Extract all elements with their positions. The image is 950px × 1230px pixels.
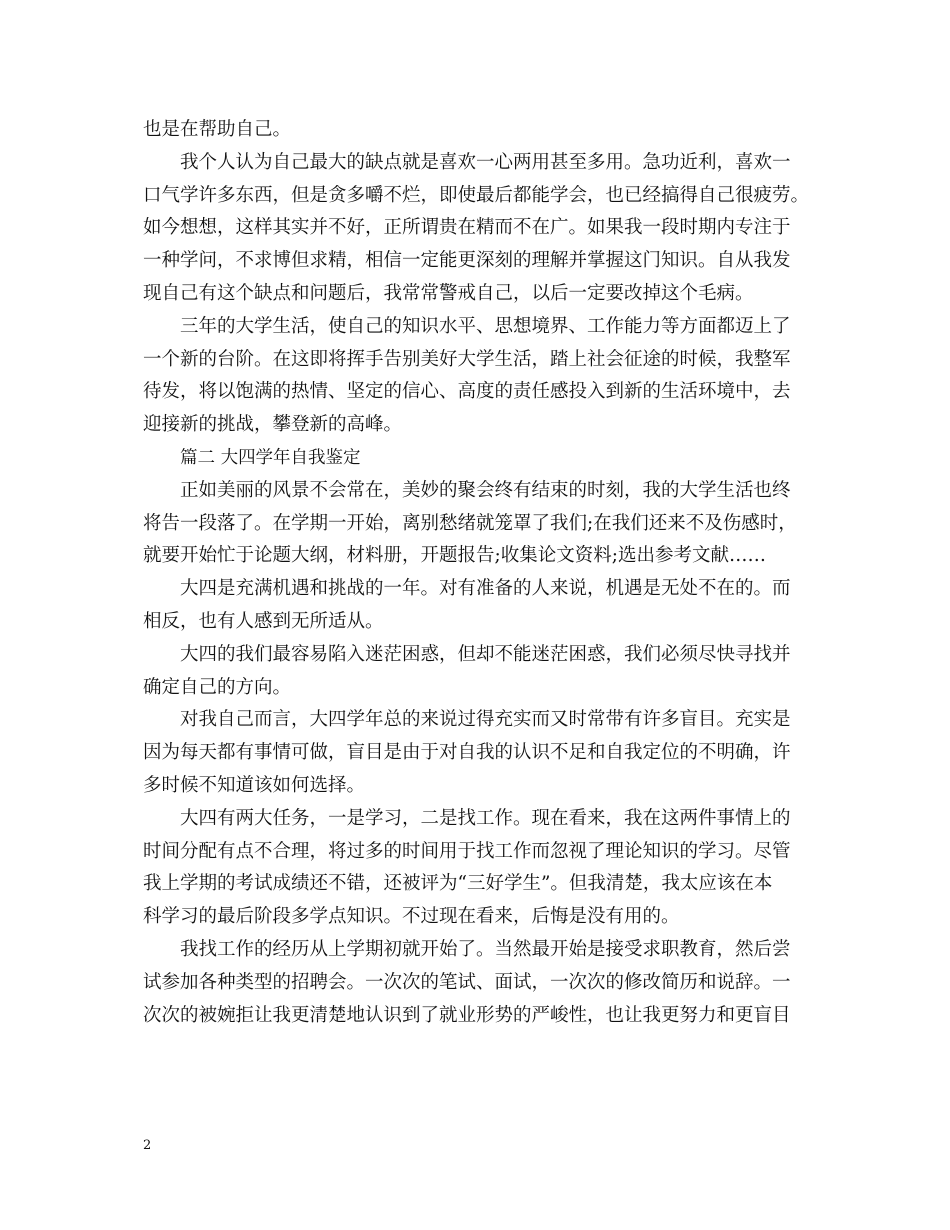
section-heading: 篇二 大四学年自我鉴定: [180, 447, 361, 468]
text-line: 也是在帮助自己。: [143, 119, 292, 140]
text-line: 确定自己的方向。: [143, 676, 292, 698]
text-line: 我个人认为自己最大的缺点就是喜欢一心两用甚至多用。急功近利，喜欢一: [180, 151, 791, 173]
text-line: 口气学许多东西，但是贪多嚼不烂，即使最后都能学会，也已经搞得自己很疲劳。: [143, 184, 810, 206]
text-line: 正如美丽的风景不会常在，美妙的聚会终有结束的时刻，我的大学生活也终: [180, 479, 791, 501]
text-line: 时间分配有点不合理，将过多的时间用于找工作而忽视了理论知识的学习。尽管: [143, 840, 791, 862]
text-line: 对我自己而言，大四学年总的来说过得充实而又时常带有许多盲目。充实是: [180, 709, 791, 731]
text-line: 迎接新的挑战，攀登新的高峰。: [143, 414, 403, 436]
text-line: 如今想想，这样其实并不好，正所谓贵在精而不在广。如果我一段时期内专注于: [143, 217, 791, 239]
text-line: 大四的我们最容易陷入迷茫困惑，但却不能迷茫困惑，我们必须尽快寻找并: [180, 643, 791, 665]
text-line: 科学习的最后阶段多学点知识。不过现在看来，后悔是没有用的。: [143, 906, 680, 928]
body-text: [143, 114, 813, 1032]
text-line: 三年的大学生活，使自己的知识水平、思想境界、工作能力等方面都迈上了: [180, 315, 791, 337]
page-number: 2: [143, 1138, 152, 1153]
text-line: 次次的被婉拒让我更清楚地认识到了就业形势的严峻性，也让我更努力和更盲目: [143, 1004, 791, 1026]
text-line: 就要开始忙于论题大纲，材料册，开题报告;收集论文资料;选出参考文献……: [143, 545, 766, 567]
text-line: 因为每天都有事情可做，盲目是由于对自我的认识不足和自我定位的不明确，许: [143, 742, 791, 764]
text-line: 现自己有这个缺点和问题后，我常常警戒自己，以后一定要改掉这个毛病。: [143, 282, 754, 304]
text-line: 大四有两大任务，一是学习，二是找工作。现在看来，我在这两件事情上的: [180, 807, 791, 829]
text-line: 将告一段落了。在学期一开始，离别愁绪就笼罩了我们;在我们还来不及伤感时，: [143, 512, 797, 534]
text-line: 大四是充满机遇和挑战的一年。对有准备的人来说，机遇是无处不在的。而: [180, 578, 791, 600]
text-line: 我找工作的经历从上学期初就开始了。当然最开始是接受求职教育，然后尝: [180, 938, 791, 960]
text-line: 待发，将以饱满的热情、坚定的信心、高度的责任感投入到新的生活环境中，去: [143, 381, 791, 403]
text-line: 一个新的台阶。在这即将挥手告别美好大学生活，踏上社会征途的时候，我整军: [143, 348, 791, 370]
text-line: 多时候不知道该如何选择。: [143, 774, 366, 796]
text-line: 我上学期的考试成绩还不错，还被评为“三好学生”。但我清楚，我太应该在本: [143, 873, 773, 895]
text-line: 试参加各种类型的招聘会。一次次的笔试、面试，一次次的修改简历和说辞。一: [143, 971, 791, 993]
text-line: 相反，也有人感到无所适从。: [143, 610, 384, 632]
text-line: 一种学问，不求博但求精，相信一定能更深刻的理解并掌握这门知识。自从我发: [143, 250, 791, 272]
